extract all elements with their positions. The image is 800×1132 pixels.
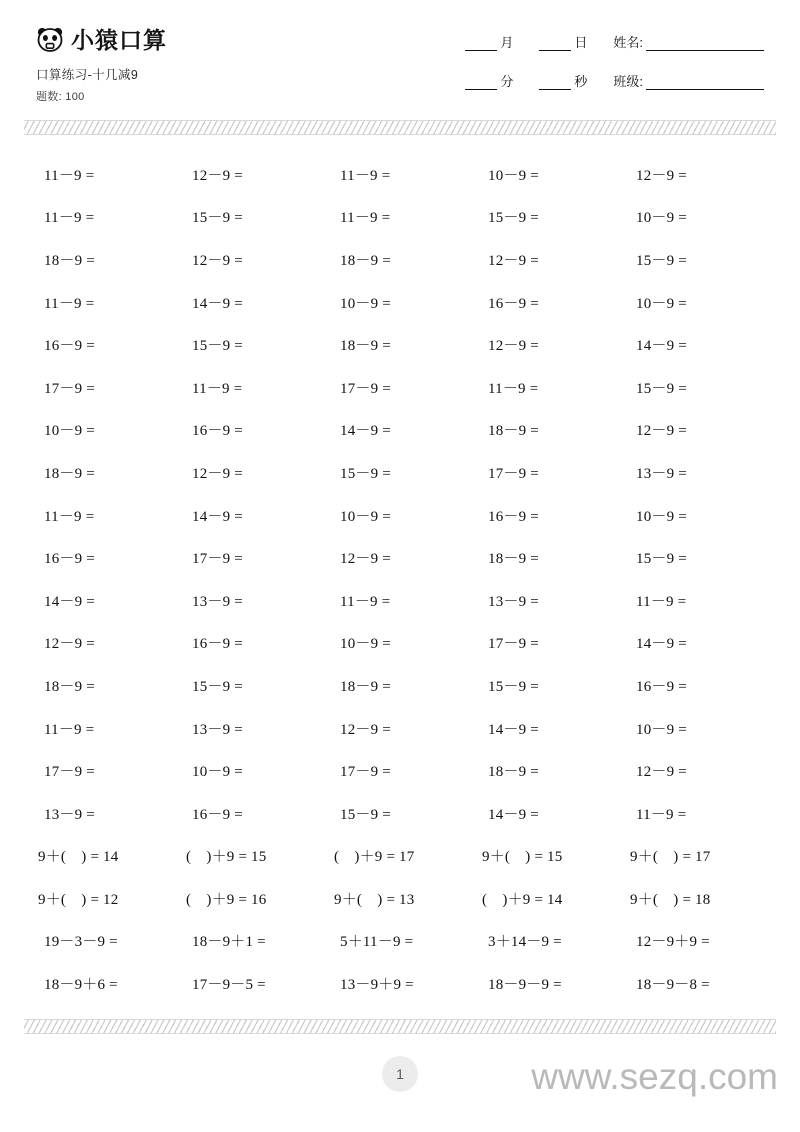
problem-cell[interactable]: [474, 323, 622, 366]
problem-text: 13－9 =: [44, 806, 95, 823]
page-header: [0, 0, 800, 104]
problem-text: 14－9 =: [636, 636, 687, 653]
problem-cell[interactable]: [326, 749, 474, 792]
problem-text: 11－9 =: [44, 295, 95, 312]
problem-cell[interactable]: [178, 536, 326, 579]
problem-text: 17－9 =: [488, 465, 539, 482]
problem-cell[interactable]: [622, 622, 770, 665]
problem-text: 14－9 =: [192, 295, 243, 312]
problem-cell[interactable]: [178, 579, 326, 622]
problem-text: ( )＋9 = 14: [482, 891, 563, 908]
problem-cell[interactable]: [622, 323, 770, 366]
problem-text: 13－9 =: [636, 465, 687, 482]
problem-cell[interactable]: [30, 835, 178, 878]
problem-text: 15－9 =: [488, 678, 539, 695]
problem-text: 14－9 =: [44, 593, 95, 610]
meta-block: [465, 22, 764, 90]
problem-text: 10－9 =: [192, 764, 243, 781]
problem-cell[interactable]: [30, 962, 178, 1005]
problem-cell[interactable]: [326, 494, 474, 537]
problem-text: 10－9 =: [44, 423, 95, 440]
problem-text: 11－9 =: [636, 806, 687, 823]
problem-cell[interactable]: [474, 877, 622, 920]
problem-text: 17－9 =: [340, 380, 391, 397]
problem-cell[interactable]: [326, 196, 474, 239]
problem-grid: [0, 135, 800, 1005]
problem-cell[interactable]: [474, 238, 622, 281]
problem-cell[interactable]: [30, 409, 178, 452]
problem-cell[interactable]: [474, 835, 622, 878]
class-field[interactable]: [613, 71, 764, 90]
problem-text: 12－9 =: [192, 252, 243, 269]
problem-text: 11－9 =: [192, 380, 243, 397]
problem-cell[interactable]: [474, 536, 622, 579]
problem-cell[interactable]: [326, 664, 474, 707]
problem-cell[interactable]: [622, 196, 770, 239]
problem-cell[interactable]: [474, 749, 622, 792]
problem-cell[interactable]: [178, 451, 326, 494]
problem-text: 16－9 =: [636, 678, 687, 695]
problem-cell[interactable]: [30, 792, 178, 835]
problem-text: 18－9 =: [340, 338, 391, 355]
problem-text: 9＋( ) = 12: [38, 891, 119, 908]
problem-cell[interactable]: [622, 749, 770, 792]
problem-cell[interactable]: [30, 536, 178, 579]
problem-cell[interactable]: [622, 877, 770, 920]
problem-cell[interactable]: [326, 451, 474, 494]
minute-field[interactable]: [465, 71, 513, 90]
problem-cell[interactable]: [326, 323, 474, 366]
problem-cell[interactable]: [622, 238, 770, 281]
problem-text: 5＋11－9 =: [340, 934, 414, 951]
problem-text: 12－9 =: [44, 636, 95, 653]
panda-icon: [36, 25, 64, 53]
problem-text: 18－9 =: [340, 678, 391, 695]
problem-cell[interactable]: [326, 238, 474, 281]
problem-text: 11－9 =: [44, 167, 95, 184]
problem-text: 15－9 =: [636, 252, 687, 269]
problem-cell[interactable]: [30, 238, 178, 281]
problem-cell[interactable]: [326, 920, 474, 963]
problem-cell[interactable]: [622, 494, 770, 537]
problem-text: 13－9 =: [192, 721, 243, 738]
problem-text: 14－9 =: [192, 508, 243, 525]
problem-cell[interactable]: [178, 835, 326, 878]
problem-cell[interactable]: [474, 962, 622, 1005]
problem-text: 14－9 =: [488, 806, 539, 823]
brand-name: 小猿口算: [71, 27, 167, 53]
problem-cell[interactable]: [30, 749, 178, 792]
brand-row: [36, 22, 167, 55]
problem-cell[interactable]: [474, 451, 622, 494]
problem-cell[interactable]: [178, 962, 326, 1005]
problem-cell[interactable]: [326, 835, 474, 878]
problem-text: 10－9 =: [488, 167, 539, 184]
problem-text: ( )＋9 = 17: [334, 849, 415, 866]
problem-text: 18－9－8 =: [636, 977, 710, 994]
problem-text: 10－9 =: [636, 721, 687, 738]
problem-text: 18－9 =: [488, 423, 539, 440]
problem-cell[interactable]: [30, 366, 178, 409]
problem-cell[interactable]: [178, 707, 326, 750]
problem-text: 11－9 =: [44, 210, 95, 227]
problem-text: 15－9 =: [636, 551, 687, 568]
problem-cell[interactable]: [622, 536, 770, 579]
problem-cell[interactable]: [474, 792, 622, 835]
problem-cell[interactable]: [30, 451, 178, 494]
problem-text: 10－9 =: [636, 295, 687, 312]
month-field[interactable]: [465, 32, 513, 51]
name-label: 姓名:: [613, 35, 643, 50]
problem-text: 18－9＋6 =: [44, 977, 118, 994]
problem-text: 9＋( ) = 14: [38, 849, 119, 866]
problem-cell[interactable]: [326, 877, 474, 920]
problem-cell[interactable]: [622, 707, 770, 750]
problem-text: 12－9 =: [340, 551, 391, 568]
problem-text: 11－9 =: [488, 380, 539, 397]
problem-text: 13－9 =: [488, 593, 539, 610]
problem-count: 题数: 100: [36, 91, 85, 103]
problem-text: 15－9 =: [488, 210, 539, 227]
problem-text: 17－9 =: [340, 764, 391, 781]
second-label: 秒: [574, 74, 588, 89]
worksheet-subtitle: 口算练习-十几减9: [36, 68, 139, 82]
problem-cell[interactable]: [622, 153, 770, 196]
problem-cell[interactable]: [30, 664, 178, 707]
problem-text: 18－9 =: [488, 764, 539, 781]
problem-text: 12－9 =: [636, 764, 687, 781]
minute-label: 分: [500, 74, 514, 89]
page-footer: [0, 1012, 800, 1132]
problem-cell[interactable]: [178, 792, 326, 835]
minute-blank[interactable]: [465, 77, 497, 90]
problem-text: 12－9 =: [636, 423, 687, 440]
problem-text: 18－9 =: [488, 551, 539, 568]
problem-cell[interactable]: [30, 494, 178, 537]
problem-cell[interactable]: [474, 153, 622, 196]
day-label: 日: [574, 35, 588, 50]
problem-cell[interactable]: [474, 920, 622, 963]
problem-text: 13－9＋9 =: [340, 977, 414, 994]
problem-cell[interactable]: [474, 196, 622, 239]
problem-text: 18－9 =: [44, 465, 95, 482]
problem-cell[interactable]: [622, 920, 770, 963]
problem-text: 15－9 =: [636, 380, 687, 397]
problem-cell[interactable]: [326, 409, 474, 452]
problem-cell[interactable]: [30, 153, 178, 196]
second-blank[interactable]: [539, 77, 571, 90]
problem-cell[interactable]: [622, 281, 770, 324]
problem-cell[interactable]: [326, 153, 474, 196]
problem-text: 11－9 =: [340, 210, 391, 227]
problem-cell[interactable]: [474, 579, 622, 622]
problem-cell[interactable]: [474, 281, 622, 324]
problem-cell[interactable]: [474, 494, 622, 537]
problem-cell[interactable]: [326, 536, 474, 579]
problem-cell[interactable]: [178, 622, 326, 665]
class-blank[interactable]: [646, 77, 764, 90]
problem-cell[interactable]: [622, 835, 770, 878]
problem-cell[interactable]: [622, 664, 770, 707]
problem-cell[interactable]: [30, 707, 178, 750]
problem-cell[interactable]: [178, 664, 326, 707]
problem-cell[interactable]: [30, 622, 178, 665]
problem-cell[interactable]: [474, 409, 622, 452]
problem-text: 11－9 =: [340, 167, 391, 184]
problem-text: 15－9 =: [192, 678, 243, 695]
problem-text: 18－9 =: [44, 678, 95, 695]
problem-text: 15－9 =: [340, 465, 391, 482]
problem-cell[interactable]: [474, 366, 622, 409]
class-label: 班级:: [613, 74, 643, 89]
month-label: 月: [500, 35, 514, 50]
problem-text: 12－9 =: [488, 338, 539, 355]
problem-text: 16－9 =: [192, 636, 243, 653]
problem-text: 14－9 =: [340, 423, 391, 440]
problem-text: 14－9 =: [636, 338, 687, 355]
problem-cell[interactable]: [326, 792, 474, 835]
problem-cell[interactable]: [30, 920, 178, 963]
problem-text: 10－9 =: [340, 508, 391, 525]
problem-text: 16－9 =: [44, 551, 95, 568]
problem-cell[interactable]: [474, 664, 622, 707]
problem-text: 10－9 =: [340, 636, 391, 653]
problem-cell[interactable]: [474, 622, 622, 665]
problem-text: 9＋( ) = 18: [630, 891, 711, 908]
problem-cell[interactable]: [30, 579, 178, 622]
problem-text: 10－9 =: [340, 295, 391, 312]
problem-cell[interactable]: [622, 579, 770, 622]
problem-cell[interactable]: [326, 366, 474, 409]
problem-cell[interactable]: [326, 622, 474, 665]
problem-text: ( )＋9 = 16: [186, 891, 267, 908]
problem-text: 17－9 =: [44, 380, 95, 397]
problem-cell[interactable]: [178, 323, 326, 366]
problem-text: 16－9 =: [192, 806, 243, 823]
problem-text: 17－9－5 =: [192, 977, 266, 994]
problem-text: 12－9 =: [192, 465, 243, 482]
problem-text: 11－9 =: [44, 721, 95, 738]
problem-cell[interactable]: [178, 196, 326, 239]
problem-cell[interactable]: [622, 409, 770, 452]
problem-text: 12－9＋9 =: [636, 934, 710, 951]
problem-cell[interactable]: [326, 281, 474, 324]
problem-text: ( )＋9 = 15: [186, 849, 267, 866]
problem-cell[interactable]: [622, 962, 770, 1005]
problem-text: 12－9 =: [192, 167, 243, 184]
problem-cell[interactable]: [622, 451, 770, 494]
problem-text: 18－9＋1 =: [192, 934, 266, 951]
problem-text: 9＋( ) = 15: [482, 849, 563, 866]
problem-cell[interactable]: [178, 749, 326, 792]
problem-cell[interactable]: [326, 579, 474, 622]
problem-text: 15－9 =: [340, 806, 391, 823]
problem-cell[interactable]: [178, 366, 326, 409]
brand-block: [36, 22, 167, 104]
problem-text: 19－3－9 =: [44, 934, 118, 951]
page-number: 1: [382, 1056, 418, 1092]
problem-text: 11－9 =: [44, 508, 95, 525]
problem-cell[interactable]: [178, 920, 326, 963]
day-blank[interactable]: [539, 38, 571, 51]
problem-text: 3＋14－9 =: [488, 934, 562, 951]
problem-text: 18－9－9 =: [488, 977, 562, 994]
problem-cell[interactable]: [326, 707, 474, 750]
watermark: www.sezq.com: [531, 1056, 778, 1097]
problem-text: 11－9 =: [340, 593, 391, 610]
problem-text: 16－9 =: [488, 295, 539, 312]
problem-cell[interactable]: [326, 962, 474, 1005]
problem-cell[interactable]: [474, 707, 622, 750]
problem-cell[interactable]: [178, 238, 326, 281]
problem-text: 12－9 =: [636, 167, 687, 184]
problem-text: 11－9 =: [636, 593, 687, 610]
problem-text: 10－9 =: [636, 210, 687, 227]
problem-text: 17－9 =: [192, 551, 243, 568]
problem-text: 18－9 =: [44, 252, 95, 269]
problem-cell[interactable]: [30, 196, 178, 239]
problem-text: 12－9 =: [488, 252, 539, 269]
meta-row-time: [465, 71, 764, 90]
second-field[interactable]: [539, 71, 587, 90]
meta-row-date: [465, 32, 764, 51]
name-field[interactable]: [613, 32, 764, 51]
problem-cell[interactable]: [622, 366, 770, 409]
problem-cell[interactable]: [30, 281, 178, 324]
problem-text: 9＋( ) = 13: [334, 891, 415, 908]
problem-text: 9＋( ) = 17: [630, 849, 711, 866]
day-field[interactable]: [539, 32, 587, 51]
problem-cell[interactable]: [622, 792, 770, 835]
problem-cell[interactable]: [178, 494, 326, 537]
problem-text: 12－9 =: [340, 721, 391, 738]
problem-text: 14－9 =: [488, 721, 539, 738]
problem-cell[interactable]: [30, 877, 178, 920]
problem-text: 16－9 =: [192, 423, 243, 440]
problem-text: 17－9 =: [488, 636, 539, 653]
problem-cell[interactable]: [178, 409, 326, 452]
problem-text: 15－9 =: [192, 210, 243, 227]
problem-text: 16－9 =: [44, 338, 95, 355]
problem-text: 13－9 =: [192, 593, 243, 610]
name-blank[interactable]: [646, 38, 764, 51]
problem-cell[interactable]: [178, 281, 326, 324]
problem-cell[interactable]: [178, 877, 326, 920]
month-blank[interactable]: [465, 38, 497, 51]
problem-text: 16－9 =: [488, 508, 539, 525]
divider-top: [24, 120, 776, 135]
problem-text: 15－9 =: [192, 338, 243, 355]
problem-text: 18－9 =: [340, 252, 391, 269]
problem-text: 10－9 =: [636, 508, 687, 525]
problem-text: 17－9 =: [44, 764, 95, 781]
problem-cell[interactable]: [178, 153, 326, 196]
problem-cell[interactable]: [30, 323, 178, 366]
